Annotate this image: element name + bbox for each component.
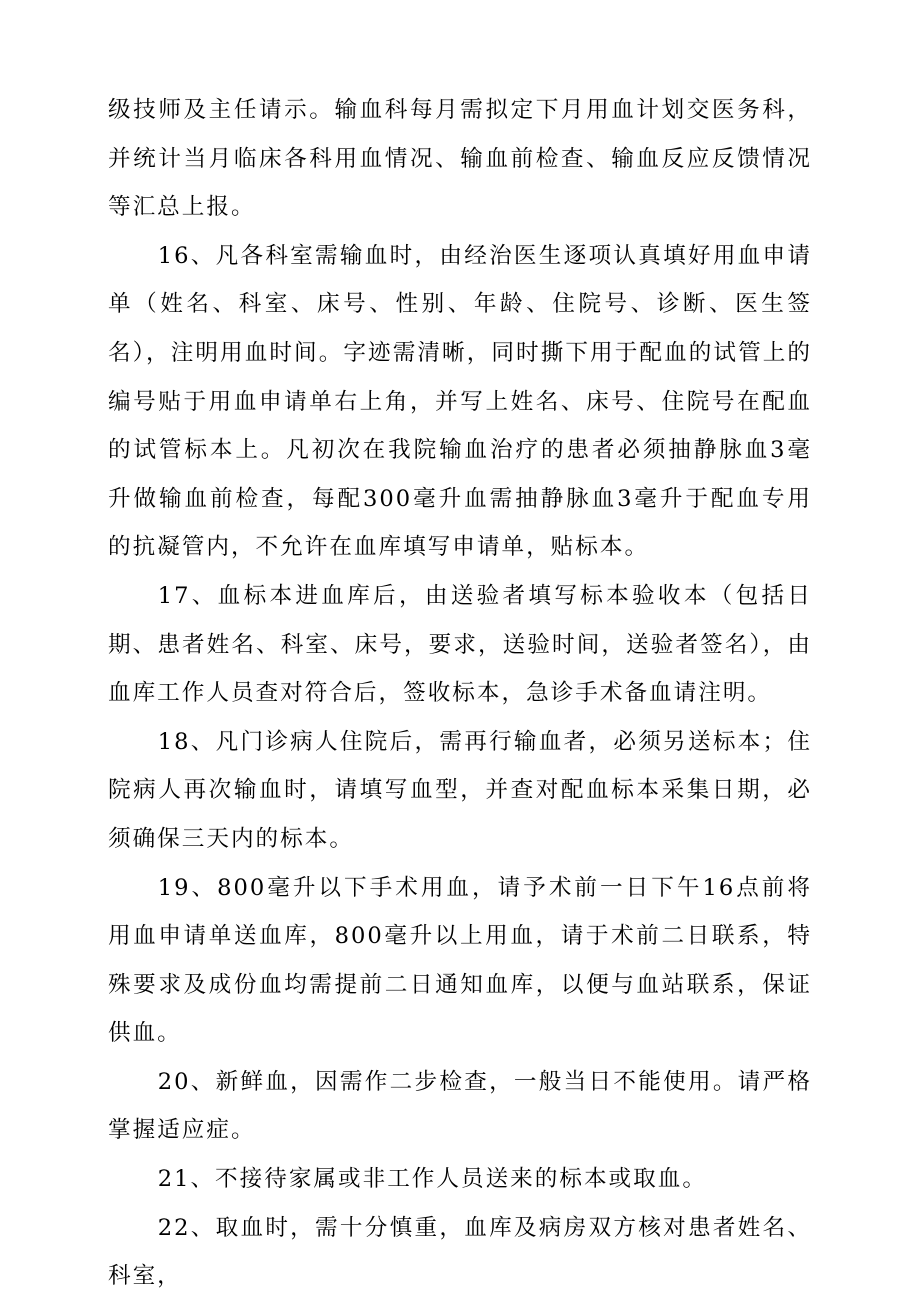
document-body (108, 86, 812, 1301)
paragraph-item-22: 22、取血时，需十分慎重，血库及病房双方核对患者姓名、科室， (108, 1214, 812, 1290)
paragraph-item-16: 16、凡各科室需输血时，由经治医生逐项认真填好用血申请单（姓名、科室、床号、性别、年龄、住院号、诊断、医生签名），注明用血时间。字迹需清晰，同时撕下用于配血的试管上的编号贴于用血申请单右上角，并写上姓名、床号、住院号在配血的试管标本上。凡初次在我院输血治疗的患者必须抽静脉血3毫升做输血前检查，每配300毫升血需抽静脉血3毫升于配血专用的抗凝管内，不允许在血库填写申请单，贴标本。 (108, 242, 812, 561)
paragraph-item-21: 21、不接待家属或非工作人员送来的标本或取血。 (157, 1166, 707, 1193)
paragraph-item-18: 18、凡门诊病人住院后，需再行输血者，必须另送标本；住院病人再次输血时，请填写血型，并查对配血标本采集日期，必须确保三天内的标本。 (108, 728, 812, 852)
paragraph-continuation: 级技师及主任请示。输血科每月需拟定下月用血计划交医务科，并统计当月临床各科用血情况、输血前检查、输血反应反馈情况等汇总上报。 (108, 97, 812, 221)
paragraph-item-19: 19、800毫升以下手术用血，请予术前一日下午16点前将用血申请单送血库，800毫升以上用血，请于术前二日联系，特殊要求及成份血均需提前二日通知血库，以便与血站联系，保证供血。 (108, 874, 812, 1047)
paragraph-item-20: 20、新鲜血，因需作二步检查，一般当日不能使用。请严格掌握适应症。 (108, 1068, 812, 1144)
paragraph-item-17: 17、血标本进血库后，由送验者填写标本验收本（包括日期、患者姓名、科室、床号，要求，送验时间，送验者签名），由血库工作人员查对符合后，签收标本，急诊手术备血请注明。 (108, 582, 812, 707)
